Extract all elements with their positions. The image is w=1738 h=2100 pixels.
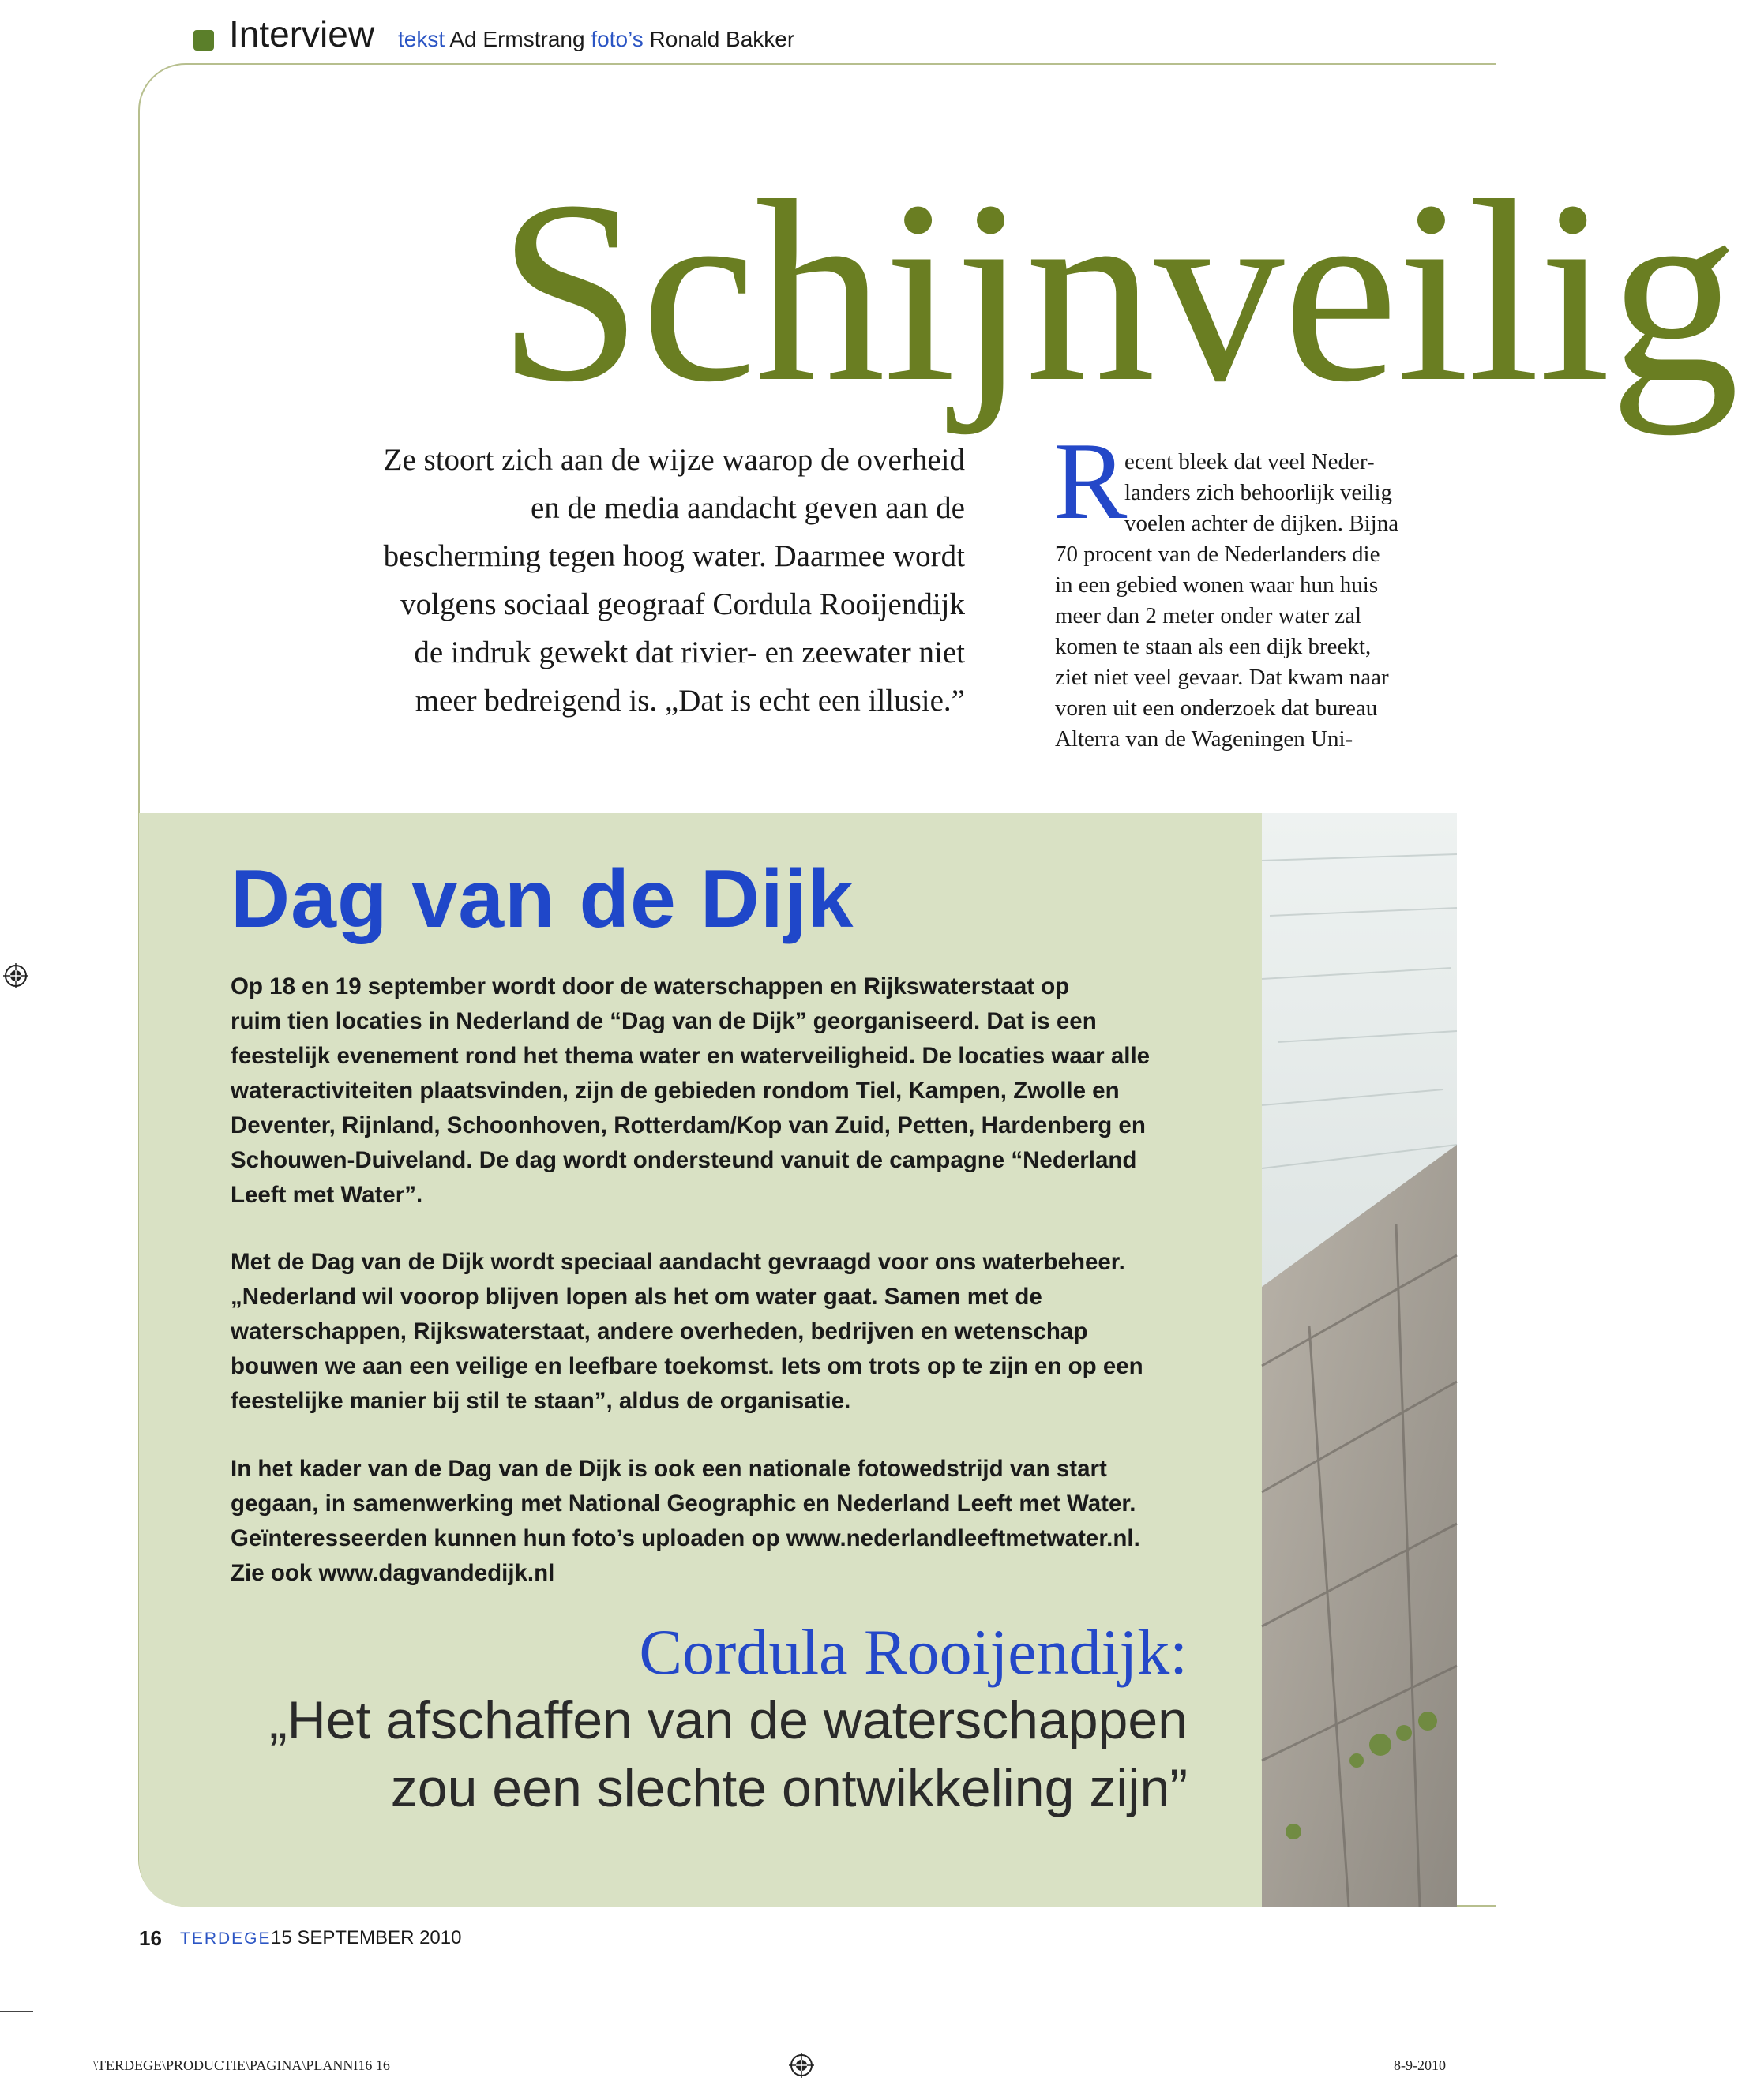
box-line: feestelijk evenement rond het thema water en waterveiligheid. De locaties waar alle — [231, 1043, 1151, 1069]
credit-photo-label: foto’s — [591, 27, 644, 51]
registration-mark-icon — [3, 963, 28, 988]
box-title: Dag van de Dijk — [231, 853, 854, 945]
registration-mark-icon — [789, 2053, 814, 2078]
pull-quote — [231, 1686, 1188, 1822]
body-line: in een gebied wonen waar hun huis — [1055, 572, 1379, 598]
credit-author: Ad Ermstrang — [449, 27, 585, 51]
box-line: ruim tien locaties in Nederland de “Dag van de Dijk” georganiseerd. Dat is een — [231, 1008, 1097, 1034]
box-line: „Nederland wil voorop blijven lopen als het om water gaat. Samen met de — [231, 1284, 1042, 1310]
section-marker — [193, 30, 214, 51]
dike-photo — [1262, 813, 1457, 1907]
box-line: Zie ook www.dagvandedijk.nl — [231, 1560, 555, 1586]
box-line: bouwen we aan een veilige en leefbare toekomst. Iets om trots op te zijn en op een — [231, 1353, 1143, 1379]
body-line: ziet niet veel gevaar. Dat kwam naar — [1055, 665, 1389, 690]
crop-mark — [0, 2011, 33, 2012]
box-line: Deventer, Rijnland, Schoonhoven, Rotterdam/Kop van Zuid, Petten, Hardenberg en — [231, 1112, 1146, 1138]
box-line: Schouwen-Duiveland. De dag wordt ondersteund vanuit de campagne “Nederland — [231, 1147, 1137, 1173]
quote-line: zou een slechte ontwikkeling zijn” — [390, 1758, 1188, 1818]
credit-text-label: tekst — [398, 27, 445, 51]
quote-line: „Het afschaffen van de waterschappen — [268, 1690, 1188, 1750]
credit-photographer: Ronald Bakker — [649, 27, 795, 51]
article-title: Schijnveilig — [497, 148, 1738, 436]
magazine-name: TERDEGE — [180, 1929, 272, 1948]
box-paragraph — [231, 1245, 1210, 1419]
body-line: meer dan 2 meter onder water zal — [1055, 603, 1362, 628]
box-paragraph — [231, 969, 1210, 1213]
box-line: gegaan, in samenwerking met National Geographic en Nederland Leeft met Water. — [231, 1491, 1136, 1517]
body-line: ecent bleek dat veel Neder- — [1124, 449, 1375, 474]
slug-date: 8-9-2010 — [1394, 2057, 1446, 2073]
body-line: voelen achter de dijken. Bijna — [1124, 511, 1399, 536]
body-line: 70 procent van de Nederlanders die — [1055, 542, 1380, 567]
box-line: Met de Dag van de Dijk wordt speciaal aandacht gevraagd voor ons waterbeheer. — [231, 1249, 1125, 1275]
article-intro: Ze stoort zich aan de wijze waarop de overheid en de media aandacht geven aan de bescherming tegen hoog water. Daarmee wordt volgens sociaal geograaf Cordula Rooijendijk de indruk gewekt dat rivier- en zeewater niet meer bedreigend is. „Dat is echt een illusie.” — [383, 443, 965, 718]
slug-path: \TERDEGE\PRODUCTIE\PAGINA\PLANNI16 16 — [93, 2057, 390, 2073]
box-line: Leeft met Water”. — [231, 1182, 423, 1208]
body-line: Alterra van de Wageningen Uni- — [1055, 726, 1353, 752]
box-line: wateractiviteiten plaatsvinden, zijn de gebieden rondom Tiel, Kampen, Zwolle en — [231, 1078, 1120, 1104]
box-line: waterschappen, Rijkswaterstaat, andere overheden, bedrijven en wetenschap — [231, 1318, 1088, 1344]
body-column — [1055, 447, 1466, 755]
body-line: landers zich behoorlijk veilig — [1124, 480, 1393, 505]
credits — [398, 27, 794, 52]
box-paragraph — [231, 1452, 1210, 1591]
body-line: komen te staan als een dijk breekt, — [1055, 634, 1372, 659]
page-number: 16 — [139, 1926, 162, 1950]
drop-cap: R — [1053, 420, 1128, 542]
box-line: feestelijke manier bij stil te staan”, aldus de organisatie. — [231, 1388, 851, 1414]
section-label: Interview — [229, 13, 375, 54]
issue-date: 15 SEPTEMBER 2010 — [271, 1927, 462, 1948]
box-line: Geïnteresseerden kunnen hun foto’s uploaden op www.nederlandleeftmetwater.nl. — [231, 1525, 1140, 1551]
box-line: In het kader van de Dag van de Dijk is ook een nationale fotowedstrijd van start — [231, 1456, 1107, 1482]
quote-attribution: Cordula Rooijendijk: — [639, 1616, 1188, 1688]
body-line: voren uit een onderzoek dat bureau — [1055, 696, 1378, 721]
box-line: Op 18 en 19 september wordt door de waterschappen en Rijkswaterstaat op — [231, 973, 1070, 999]
